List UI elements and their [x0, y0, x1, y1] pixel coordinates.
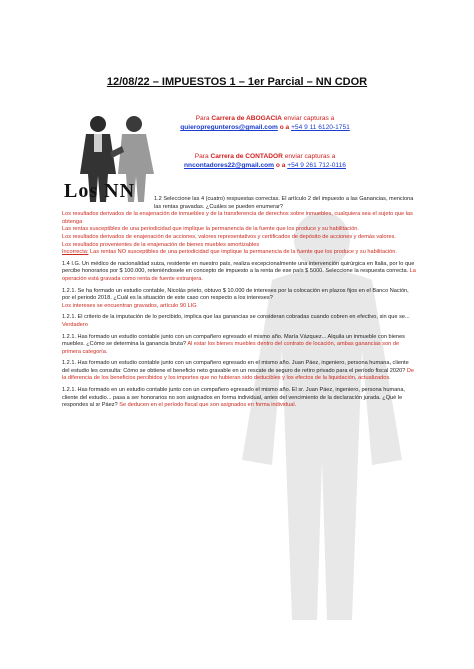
abogacia-suffix: enviar capturas a: [281, 115, 335, 122]
abogacia-email-link[interactable]: quieropregunteros@gmail.com: [180, 124, 278, 131]
question-5: [62, 334, 416, 357]
q1-incorrect-text: Las rentas NO susceptibles de una periodicidad que implique la permanencia de la fuente que los produce y su habilitación.: [88, 249, 397, 256]
q1-incorrect-label: Incorrecta:: [62, 249, 89, 256]
contact-contador-links: [160, 161, 370, 170]
q5-answer: Al estar los bienes muebles dentro del contrato de locación, ambas ganancias son de primera categoría.: [62, 341, 400, 355]
contador-career: Carrera de CONTADOR: [210, 153, 283, 160]
abogacia-phone-link[interactable]: +54 9 11 6120-1751: [291, 124, 350, 131]
contact-abogacia-links: [160, 123, 370, 132]
contador-email-link[interactable]: nncontadores22@gmail.com: [184, 162, 275, 169]
page-title: 12/08/22 – IMPUESTOS 1 – 1er Parcial – NN CDOR: [106, 76, 368, 88]
q5-text: 1.2.1. Has formado un estudio contable junto con un compañero egresado el mismo año. María Vázquez... Alquila un inmueble con bienes muebles. ¿Cómo se determina la ganancia bruta?: [62, 333, 405, 348]
contador-suffix: enviar capturas a: [282, 153, 336, 160]
question-3: [62, 288, 416, 311]
q3-answer: Los intereses se encuentran gravados, artículo 90 LIG: [62, 302, 197, 309]
q1-option-e: [62, 249, 416, 257]
q4-answer: Verdadero: [62, 321, 88, 328]
question-4: [62, 314, 416, 329]
contador-prefix: Para: [194, 153, 211, 160]
contador-phone-link[interactable]: +54 9 261 712-0116: [287, 162, 346, 169]
q4-text: 1.2.1. El criterio de la imputación de lo percibido, implica que las ganancias se consideran cobradas cuando cobren en efectivo, sin que se...: [62, 314, 410, 321]
contact-abogacia-line: [160, 114, 370, 123]
q6-text: 1.2.1. Has formado un estudio contable junto con un compañero egresado en el mismo año. Juan Páez, ingeniero, persona humana, cliente del estudio les consulta: Cómo se obtiene el beneficio neto gravable en un rescate de seguro de retiro privado para el período fiscal 2020?: [62, 360, 409, 374]
question-7: [62, 387, 416, 410]
q1-option-c: Los resultados derivados de enajenación de acciones, valores representativos y certificados de depósito de acciones y demás valores.: [62, 233, 396, 240]
abogacia-sep: o a: [277, 124, 292, 131]
question-1-intro: 1.2 Seleccione las 4 (cuatro) respuestas correctas. El artículo 2 del impuesto a las Ganancias, menciona las rentas gravadas. ¿Cuáles se pueden enumerar?: [154, 196, 414, 210]
abogacia-prefix: Para: [195, 115, 212, 122]
abogacia-career: Carrera de ABOGACIA: [211, 115, 282, 122]
q3-text: 1.2.1. Se ha formado un estudio contable, Nicolás prieto, obtuvo $ 10.000 de intereses por la colocación en plazos fijos en el Banco Nación, por el periodo 2018. ¿Cuál es la situación de este caso con respecto a los intereses?: [62, 287, 409, 302]
questions-body: [62, 196, 416, 414]
q6-answer: De la diferencia de los beneficios percibidos y los importes que no hubieran sido deducibles y los efectos de la liquidación, actualizados.: [62, 367, 415, 382]
q1-option-a: Los resultados derivados de la enajenación de inmuebles y de la transferencia de derechos sobre inmuebles, cualquiera sea el sujeto que las obtenga: [62, 211, 413, 225]
contact-abogacia: [160, 114, 370, 132]
logo-text: Los NN: [64, 180, 136, 202]
q1-option-d: Los resultados provenientes de la enajenación de bienes muebles amortizables: [62, 241, 260, 248]
q2-answer: La operación está gravada como renta de fuente extranjera.: [62, 268, 416, 282]
q7-text: 1.2.1. Has formado en un estudio contable junto con un compañero egresado el mismo año. El sr. Juan Páez, ingeniero, persona humana, cliente del estudio... pasa a ser honorarios no son asignados en forma individual, antes del vencimiento de la declaración jurada. ¿Qué le respondes al sr Páez?: [62, 387, 405, 409]
contact-contador-line: [160, 152, 370, 161]
contador-sep: o a: [274, 162, 288, 169]
contact-contador: [160, 152, 370, 170]
question-2: [62, 261, 416, 284]
q1-option-b: Las rentas susceptibles de una periodicidad que implique la permanencia de la fuente que los produce y su habilitación.: [62, 226, 359, 233]
question-6: [62, 360, 416, 383]
q7-answer: Se deducen en el período fiscal que son asignados en forma individual.: [119, 402, 297, 409]
q2-text: 1.4 I.G. Un médico de nacionalidad suiza, residente en nuestro país, realiza excepcionalmente una intervención quirúrgica en Italia, por lo que percibe honorarios por $ 100.000, reteniéndosele en concepto de impuesto a la renta de ese país $ 5000. Seleccione la respuesta correcta.: [62, 260, 415, 275]
